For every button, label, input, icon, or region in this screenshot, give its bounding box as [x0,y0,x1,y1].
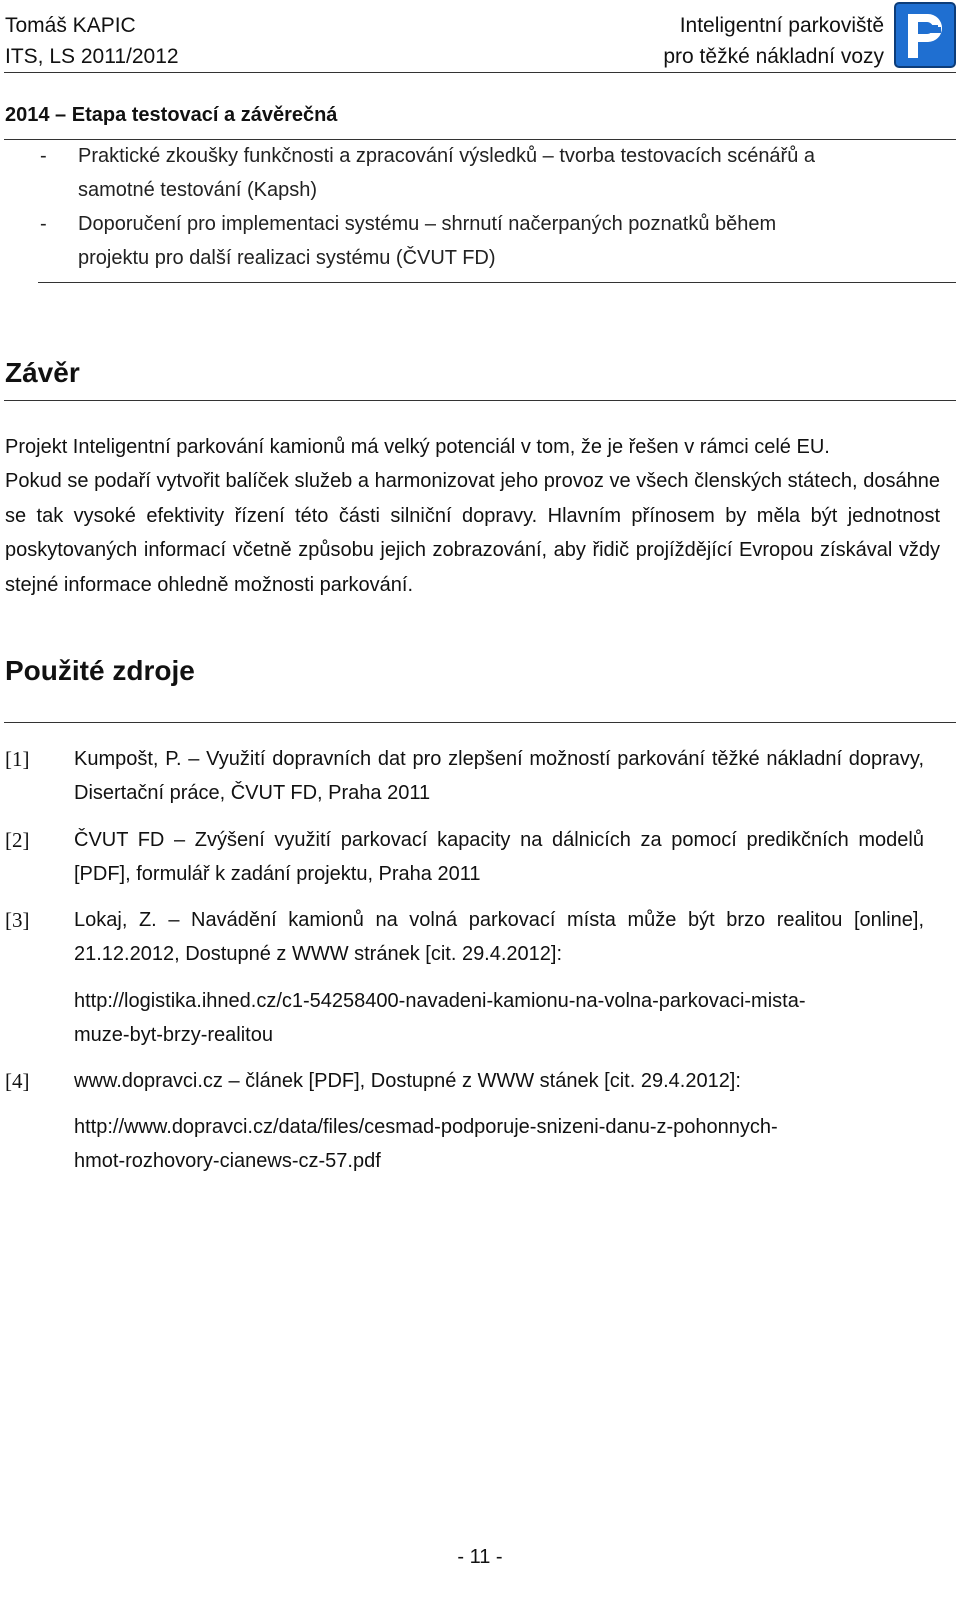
reference-number: [2] [5,828,30,852]
page-header [0,0,960,80]
header-rule [4,72,956,73]
header-right [663,10,884,72]
bullet-line: projektu pro další realizaci systému (ČVUT FD) [78,247,496,269]
etapa-heading: 2014 – Etapa testovací a závěrečná [5,104,338,126]
reference-number: [4] [5,1069,30,1093]
reference-text: ČVUT FD – Zvýšení využití parkovací kapacity na dálnicích za pomocí predikčních modelů [PDF], formulář k zadání projektu, Praha 2011 [74,829,924,885]
reference-3-url-line2[interactable]: muze-byt-brzy-realitou [74,1024,273,1046]
header-course: ITS, LS 2011/2012 [5,45,179,68]
bullet-dash: - [40,145,47,167]
section-title-zaver: Závěr [5,357,80,388]
page-number: - 11 - [457,1546,503,1568]
header-title-line1: Inteligentní parkoviště [679,14,884,37]
reference-text: Lokaj, Z. – Navádění kamionů na volná parkovací místa může být brzo realitou [online], 21.12.2012, Dostupné z WWW stránek [cit. 29.4.2012]: [74,909,924,965]
section-rule [4,400,956,401]
bullet-line: Doporučení pro implementaci systému – shrnutí načerpaných poznatků během [78,213,777,235]
reference-4-url-line1[interactable]: http://www.dopravci.cz/data/files/cesmad-podporuje-snizeni-danu-z-pohonnych- [74,1116,778,1138]
reference-text: Kumpošt, P. – Využití dopravních dat pro zlepšení možností parkování těžké nákladní dopravy, Disertační práce, ČVUT FD, Praha 2011 [74,748,924,804]
bullet-line: Praktické zkoušky funkčnosti a zpracování výsledků – tvorba testovacích scénářů a [78,145,816,167]
bullet-line: samotné testování (Kapsh) [78,179,318,201]
reference-text: www.dopravci.cz – článek [PDF], Dostupné z WWW stánek [cit. 29.4.2012]: [74,1070,741,1092]
zaver-paragraph-2: Pokud se podaří vytvořit balíček služeb a harmonizovat jeho provoz ve všech členských státech, dosáhne se tak vysoké efektivity řízení této části silniční dopravy. Hlavním přínosem by měla být jednotnost poskytovaných informací včetně způsobu jejich zobrazování, aby řidič projíždějící Evropou získával vždy stejné informace ohledně možnosti parkování. [5,470,940,596]
bullet-dash: - [40,213,47,235]
header-author: Tomáš KAPIC [5,14,136,37]
etapa-rule-bottom [38,282,956,283]
reference-number: [3] [5,908,30,932]
reference-4-url-line2[interactable]: hmot-rozhovory-cianews-cz-57.pdf [74,1150,381,1172]
section-title-zdroje: Použité zdroje [5,655,195,686]
header-title-line2: pro těžké nákladní vozy [663,45,884,68]
section-rule [4,722,956,723]
reference-3-url-line1[interactable]: http://logistika.ihned.cz/c1-54258400-navadeni-kamionu-na-volna-parkovaci-mista- [74,990,806,1012]
parking-truck-icon [894,2,956,68]
reference-number: [1] [5,747,30,771]
zaver-paragraph-1: Projekt Inteligentní parkování kamionů má velký potenciál v tom, že je řešen v rámci celé EU. [5,436,830,458]
header-left [5,10,179,72]
